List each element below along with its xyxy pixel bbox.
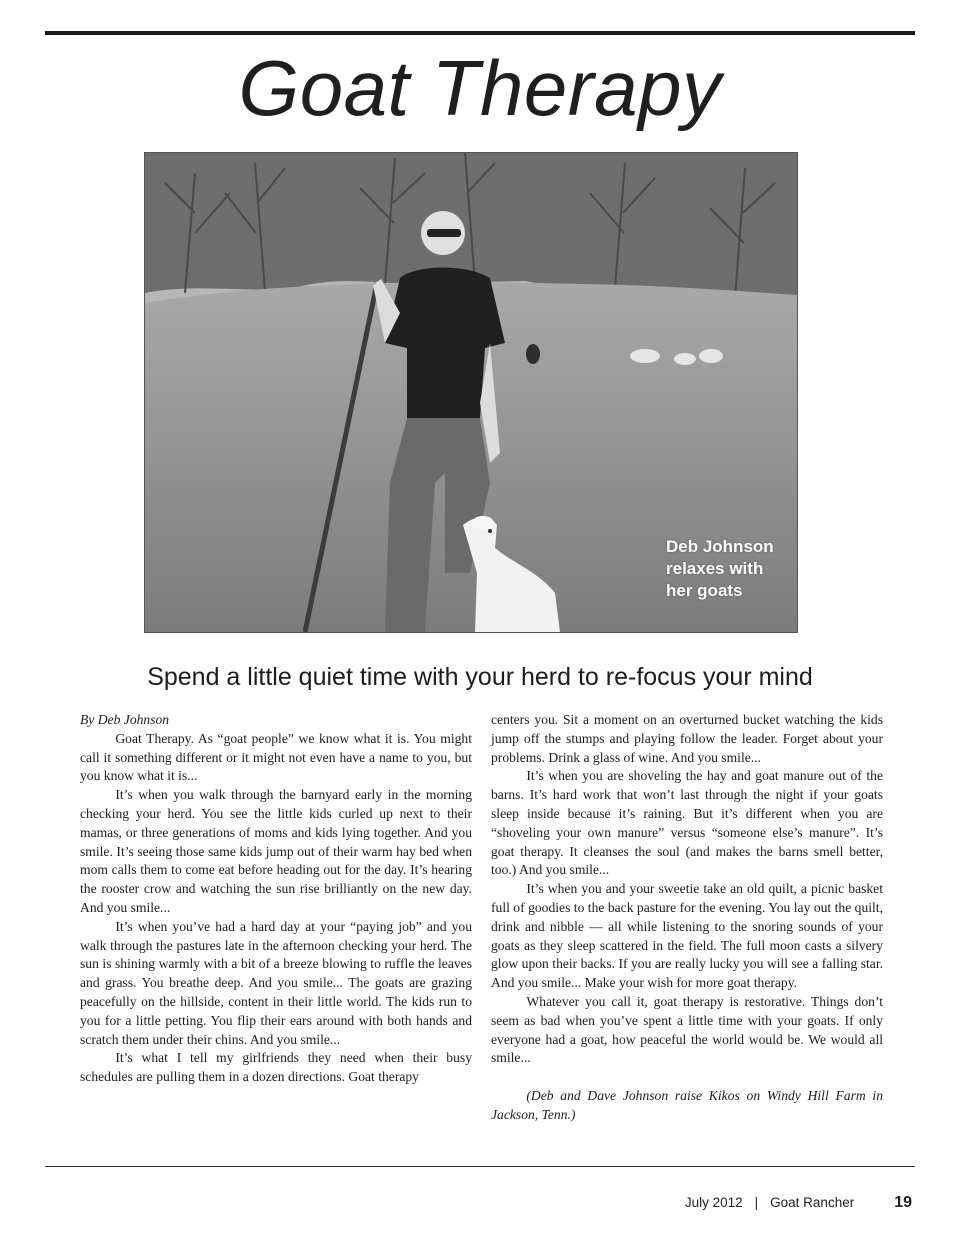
article-paragraph: Goat Therapy. As “goat people” we know what it is. You might call it something different or it might not even have a name to you, but you know what it is...: [80, 730, 472, 784]
article-photo: [144, 152, 798, 633]
article-paragraph: It’s when you walk through the barnyard early in the morning checking your herd. You see the little kids curled up next to their mamas, or three generations of moms and kids lying together. And you smile. It’s seeing those same kids jump out of their warm hay bed when mom calls them to come eat before heading out for the day. It’s hearing the rooster crow and watching the sun rise brilliantly on the new day. And you smile...: [80, 787, 472, 915]
footer-separator: |: [754, 1195, 759, 1210]
page-number: 19: [894, 1194, 912, 1211]
article-column-right: [491, 711, 883, 1125]
bottom-rule: [45, 1166, 915, 1167]
footer-issue-date: July 2012: [684, 1195, 743, 1210]
article-paragraph: It’s what I tell my girlfriends they need when their busy schedules are pulling them in a dozen directions. Goat therapy: [80, 1050, 472, 1085]
article-paragraph-continued: centers you. Sit a moment on an overturned bucket watching the kids jump off the stumps and playing follow the leader. Forget about your problems. Drink a glass of wine. And you smile...: [491, 712, 883, 765]
author-bio: (Deb and Dave Johnson raise Kikos on Windy Hill Farm in Jackson, Tenn.): [491, 1087, 883, 1122]
article-paragraph: It’s when you are shoveling the hay and goat manure out of the barns. It’s hard work that won’t last through the night if your goats sleep inside because it’s raining. But it’s different when you are “shoveling your own manure” versus “someone else’s manure”. It’s goat therapy. It cleanses the soul (and makes the barns smell better, too.) And you smile...: [491, 768, 883, 878]
page-footer: [685, 1194, 912, 1212]
photo-caption: Deb Johnson relaxes with her goats: [666, 537, 774, 600]
footer-publication: Goat Rancher: [770, 1195, 855, 1210]
byline: By Deb Johnson: [80, 712, 170, 727]
article-subtitle: Spend a little quiet time with your herd to re-focus your mind: [147, 663, 813, 691]
article-paragraph: Whatever you call it, goat therapy is restorative. Things don’t seem as bad when you’ve spent a little time with your goats. If only everyone had a goat, how peaceful the world would be. We would all smile...: [491, 993, 883, 1066]
article-column-left: [80, 711, 472, 1087]
article-title: Goat Therapy: [238, 44, 722, 132]
article-paragraph: It’s when you’ve had a hard day at your “paying job” and you walk through the pastures late in the afternoon checking your herd. The sun is shining warmly with a bit of a breeze blowing to ruffle the leaves and grass. You breathe deep. And you smile... The goats are grazing peacefully on the hillside, content in their little world. The kids run to you for a little petting. You flip their ears around with both hands and scratch them under their chins. And you smile...: [80, 918, 472, 1047]
article-paragraph: It’s when you and your sweetie take an old quilt, a picnic basket full of goodies to the back pasture for the evening. You lay out the quilt, drink and nibble — all while listening to the snoring sounds of your goats as they sleep scattered in the field. The full moon casts a silvery glow upon their backs. If you are really lucky you will see a falling star. And you smile... Make your wish for more goat therapy.: [491, 881, 883, 991]
top-rule: [45, 31, 915, 35]
